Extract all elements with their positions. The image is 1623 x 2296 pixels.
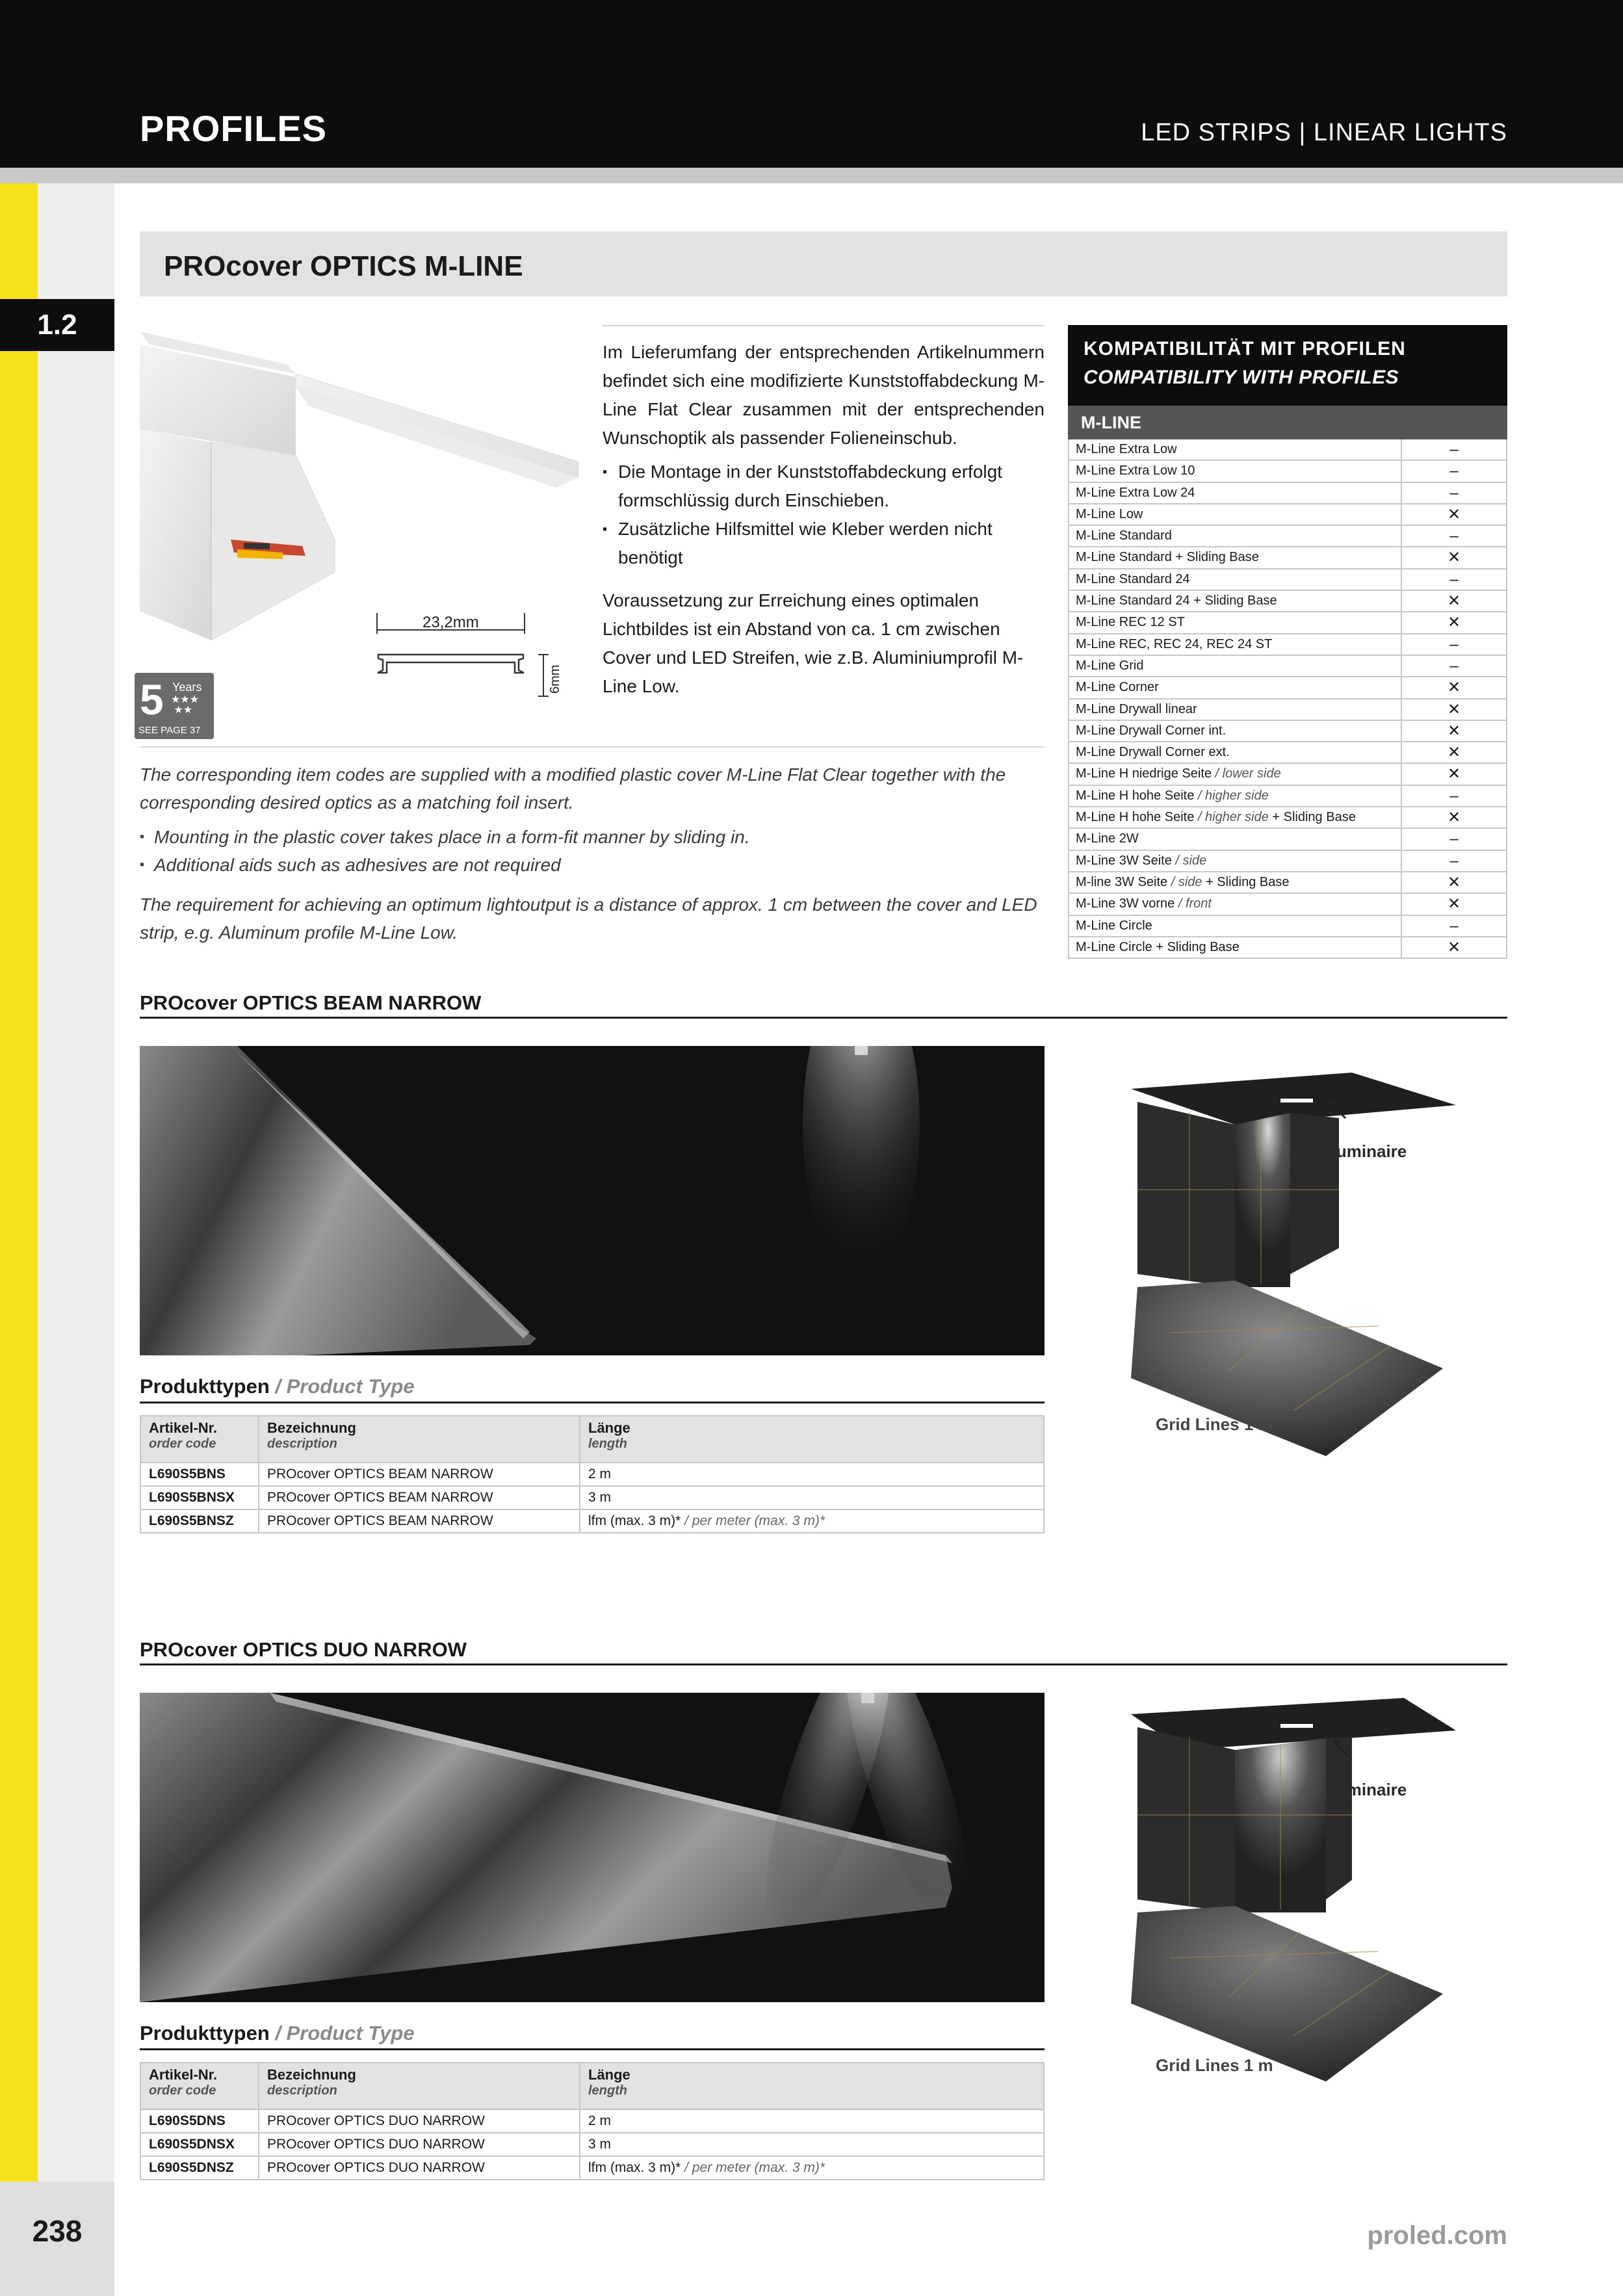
product-types-table-beam-narrow	[140, 1415, 1045, 1533]
list-item: ▪ Die Montage in der Kunststoffabdeckung erfolgt formschlüssig durch Einschieben.	[603, 458, 1045, 515]
compatibility-row	[1069, 699, 1506, 721]
compatibility-profile-name: M-Line Standard + Sliding Base	[1069, 547, 1402, 567]
compatibility-row	[1069, 829, 1506, 850]
compatibility-profile-name: M-Line Standard	[1069, 526, 1402, 546]
col-header-code: Artikel-Nr. order code	[140, 1416, 259, 1463]
product-types-title: Produkttypen / Product Type	[140, 2022, 415, 2044]
description-de	[603, 325, 1045, 701]
duo-narrow-optic-photo	[140, 1693, 1045, 2002]
compatibility-value: ✕	[1447, 679, 1461, 697]
compatibility-value: ✕	[1447, 505, 1461, 523]
compatibility-profile-name: M-Line 2W	[1069, 829, 1402, 849]
compatibility-profile-name: M-Line Corner	[1069, 677, 1402, 698]
compatibility-row	[1069, 656, 1506, 677]
table-row: L690S5BNSX PROcover OPTICS BEAM NARROW 3 m	[140, 1486, 1044, 1509]
compatibility-value: ✕	[1447, 700, 1461, 718]
beam-narrow-room-illustration	[1131, 1073, 1495, 1456]
product-types-rule	[140, 2048, 1045, 2050]
table-row: L690S5DNS PROcover OPTICS DUO NARROW 2 m	[140, 2109, 1044, 2133]
footer-url[interactable]: proled.com	[1367, 2221, 1507, 2250]
compatibility-row	[1069, 504, 1506, 526]
compatibility-value: ✕	[1447, 592, 1461, 610]
description-de-intro: Im Lieferumfang der entsprechenden Artikelnummern befindet sich eine modifizierte Kunststoffabdeckung M-Line Flat Clear zusammen mit der entsprechenden Wunschoptik als passender Folieneinschub.	[603, 342, 1045, 448]
description-en-rule	[140, 746, 1045, 748]
grid-lines-label: Grid Lines 1 m	[1156, 1415, 1273, 1434]
compatibility-row	[1069, 483, 1506, 504]
compatibility-profile-name: M-Line REC, REC 24, REC 24 ST	[1069, 634, 1402, 655]
product-title-duo-narrow: PROcover OPTICS DUO NARROW	[140, 1638, 467, 1661]
stars-icon: ★★★ ★★	[171, 694, 200, 716]
description-en-intro: The corresponding item codes are supplied with a modified plastic cover M-Line Flat Clear together with the corresponding desired optics as a matching foil insert.	[140, 764, 1006, 813]
col-header-length: Länge length	[580, 1416, 1044, 1463]
height-label: 6mm	[548, 664, 562, 694]
product-types-table-duo-narrow	[140, 2062, 1045, 2180]
compatibility-profile-name: M-Line REC 12 ST	[1069, 612, 1402, 633]
page-number: 238	[32, 2214, 83, 2248]
compatibility-table	[1068, 325, 1507, 959]
product-types-rule	[140, 1402, 1045, 1403]
compatibility-profile-name: M-Line 3W vorne / front	[1069, 894, 1402, 914]
compatibility-row	[1069, 742, 1506, 764]
compatibility-row	[1069, 786, 1506, 807]
warranty-years-number: 5	[140, 675, 164, 724]
col-header-length: Länge length	[580, 2063, 1044, 2109]
product-types-title: Produkttypen / Product Type	[140, 1375, 415, 1398]
duo-narrow-room-illustration	[1131, 1698, 1495, 2081]
compatibility-profile-name: M-Line H hohe Seite / higher side + Sliding Base	[1069, 807, 1402, 828]
compatibility-row	[1069, 569, 1506, 591]
compatibility-row	[1069, 894, 1506, 915]
header-strip	[0, 168, 1623, 183]
compatibility-profile-name: M-Line Standard 24 + Sliding Base	[1069, 591, 1402, 611]
compatibility-row	[1069, 937, 1506, 959]
description-de-bullets	[603, 458, 1045, 572]
side-color-bar	[0, 183, 38, 2296]
side-margin	[38, 183, 114, 2296]
compatibility-value: –	[1449, 917, 1459, 935]
compatibility-profile-name: M-Line Drywall Corner int.	[1069, 721, 1402, 741]
compatibility-value: –	[1449, 441, 1459, 458]
list-item: ▪ Zusätzliche Hilfsmittel wie Kleber werden nicht benötigt	[603, 515, 1045, 572]
compatibility-row	[1069, 721, 1506, 742]
compatibility-value: ✕	[1447, 873, 1461, 891]
compatibility-profile-name: M-Line Low	[1069, 504, 1402, 525]
compatibility-row	[1069, 547, 1506, 569]
description-en-bullets	[140, 823, 1045, 879]
col-header-description: Bezeichnung description	[259, 1416, 580, 1463]
table-row: L690S5DNSX PROcover OPTICS DUO NARROW 3 m	[140, 2133, 1044, 2156]
compatibility-value: ✕	[1447, 765, 1461, 783]
compatibility-value: ✕	[1447, 938, 1461, 956]
chapter-tab[interactable]: 1.2	[0, 299, 114, 351]
compatibility-profile-name: M-Line Extra Low 24	[1069, 483, 1402, 503]
section-title: PROcover OPTICS M-LINE	[164, 250, 523, 282]
compatibility-value: ✕	[1447, 744, 1461, 762]
compatibility-value: –	[1449, 527, 1459, 545]
compatibility-profile-name: M-Line Drywall Corner ext.	[1069, 742, 1402, 763]
compatibility-header	[1068, 325, 1507, 406]
compatibility-value: –	[1449, 462, 1459, 480]
profile-dimension-drawing	[364, 608, 572, 699]
list-item: ▪ Mounting in the plastic cover takes place in a form-fit manner by sliding in.	[140, 823, 1045, 851]
compatibility-profile-name: M-Line Extra Low 10	[1069, 461, 1402, 481]
compatibility-value: –	[1449, 787, 1459, 805]
compatibility-row	[1069, 612, 1506, 634]
compatibility-value: ✕	[1447, 809, 1461, 827]
compatibility-group: M-LINE	[1068, 406, 1507, 439]
page-title: PROFILES	[140, 108, 328, 149]
warranty-years-label: Years	[172, 681, 202, 694]
compatibility-value: ✕	[1447, 549, 1461, 567]
compatibility-profile-name: M-Line Drywall linear	[1069, 699, 1402, 720]
table-row: L690S5BNSZ PROcover OPTICS BEAM NARROW lfm (max. 3 m)* / per meter (max. 3 m)*	[140, 1509, 1044, 1533]
compatibility-row	[1069, 677, 1506, 699]
compatibility-profile-name: M-Line Grid	[1069, 656, 1402, 676]
col-header-code: Artikel-Nr. order code	[140, 2063, 259, 2109]
compatibility-profile-name: M-Line Circle + Sliding Base	[1069, 937, 1402, 958]
compatibility-rows	[1068, 439, 1507, 959]
description-en-requirement: The requirement for achieving an optimum lightoutput is a distance of approx. 1 cm between the cover and LED strip, e.g. Aluminum profile M-Line Low.	[140, 894, 1037, 943]
compatibility-value: –	[1449, 484, 1459, 502]
compatibility-title-en: COMPATIBILITY WITH PROFILES	[1084, 367, 1399, 388]
compatibility-title-de: KOMPATIBILITÄT MIT PROFILEN	[1084, 338, 1406, 359]
product-rule	[140, 1017, 1507, 1019]
header-subtitle: LED STRIPS | LINEAR LIGHTS	[1141, 119, 1507, 146]
product-rule	[140, 1663, 1507, 1665]
profile-product-image	[140, 325, 595, 650]
compatibility-profile-name: M-Line 3W Seite / side	[1069, 851, 1402, 871]
compatibility-value: –	[1449, 852, 1459, 870]
compatibility-profile-name: M-Line Extra Low	[1069, 439, 1402, 460]
compatibility-row	[1069, 526, 1506, 547]
compatibility-value: –	[1449, 635, 1459, 653]
compatibility-row	[1069, 916, 1506, 937]
compatibility-value: ✕	[1447, 895, 1461, 913]
warranty-badge	[135, 673, 214, 739]
compatibility-row	[1069, 634, 1506, 656]
warranty-see-page: SEE PAGE 37	[138, 725, 201, 736]
compatibility-value: ✕	[1447, 614, 1461, 632]
compatibility-value: ✕	[1447, 722, 1461, 740]
luminaire-label: Luminaire	[1326, 1780, 1407, 1799]
compatibility-value: –	[1449, 657, 1459, 675]
description-en	[140, 761, 1045, 946]
table-row: L690S5BNS PROcover OPTICS BEAM NARROW 2 m	[140, 1463, 1044, 1486]
compatibility-profile-name: M-Line H hohe Seite / higher side	[1069, 786, 1402, 806]
compatibility-profile-name: M-Line Standard 24	[1069, 569, 1402, 590]
compatibility-profile-name: M-line 3W Seite / side + Sliding Base	[1069, 872, 1402, 893]
compatibility-row	[1069, 807, 1506, 829]
compatibility-profile-name: M-Line H niedrige Seite / lower side	[1069, 764, 1402, 784]
table-row: L690S5DNSZ PROcover OPTICS DUO NARROW lfm (max. 3 m)* / per meter (max. 3 m)*	[140, 2156, 1044, 2180]
col-header-description: Bezeichnung description	[259, 2063, 580, 2109]
compatibility-value: –	[1449, 570, 1459, 588]
description-de-requirement: Voraussetzung zur Erreichung eines optimalen Lichtbildes ist ein Abstand von ca. 1 cm zwischen Cover und LED Streifen, wie z.B. Aluminiumprofil M-Line Low.	[603, 590, 1024, 696]
compatibility-row	[1069, 851, 1506, 872]
luminaire-label: Luminaire	[1326, 1141, 1407, 1161]
compatibility-row	[1069, 461, 1506, 482]
compatibility-profile-name: M-Line Circle	[1069, 916, 1402, 936]
list-item: ▪ Additional aids such as adhesives are not required	[140, 851, 1045, 879]
compatibility-row	[1069, 591, 1506, 612]
grid-lines-label: Grid Lines 1 m	[1156, 2055, 1273, 2075]
compatibility-row	[1069, 439, 1506, 461]
width-label: 23,2mm	[422, 614, 479, 631]
compatibility-row	[1069, 872, 1506, 894]
compatibility-value: –	[1449, 830, 1459, 848]
product-title-beam-narrow: PROcover OPTICS BEAM NARROW	[140, 991, 482, 1014]
beam-narrow-optic-photo	[140, 1046, 1045, 1355]
compatibility-row	[1069, 764, 1506, 785]
